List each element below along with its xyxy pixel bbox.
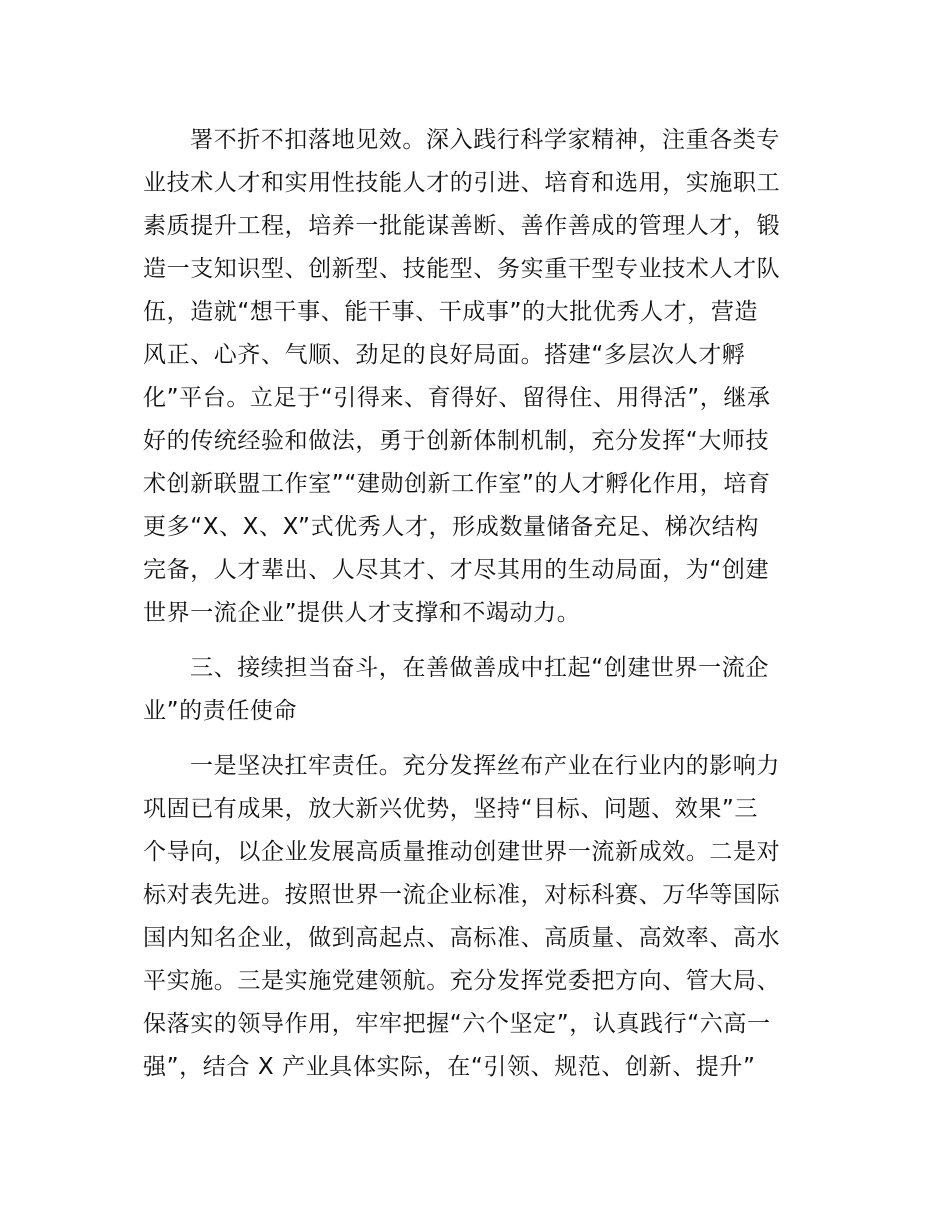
paragraph-line: 造一支知识型、创新型、技能型、务实重干型专业技术人才队 bbox=[143, 256, 781, 282]
paragraph-line: 平实施。三是实施党建领航。充分发挥党委把方向、管大局、 bbox=[143, 968, 781, 994]
paragraph-line: 完备，人才辈出、人尽其才、才尽其用的生动局面，为“创建 bbox=[143, 557, 770, 583]
paragraph-line: 更多“X、X、X”式优秀人才，形成数量储备充足、梯次结构 bbox=[143, 514, 759, 540]
paragraph-line: 化”平台。立足于“引得来、育得好、留得住、用得活”，继承 bbox=[143, 385, 771, 411]
paragraph-line: 一是坚决扛牢责任。充分发挥丝布产业在行业内的影响力 bbox=[190, 753, 780, 779]
paragraph-line: 强”，结合 X 产业具体实际，在“引领、规范、创新、提升” bbox=[143, 1054, 756, 1080]
paragraph-line: 素质提升工程，培养一批能谋善断、善作善成的管理人才，锻 bbox=[143, 213, 781, 239]
paragraph-line: 好的传统经验和做法，勇于创新体制机制，充分发挥“大师技 bbox=[143, 428, 770, 454]
paragraph-line: 署不折不扣落地见效。深入践行科学家精神，注重各类专 bbox=[190, 127, 780, 153]
paragraph-line: 世界一流企业”提供人才支撑和不竭动力。 bbox=[143, 600, 581, 626]
paragraph-line: 伍，造就“想干事、能干事、干成事”的大批优秀人才，营造 bbox=[143, 299, 759, 325]
paragraph-line: 国内知名企业，做到高起点、高标准、高质量、高效率、高水 bbox=[143, 925, 781, 951]
paragraph-line: 风正、心齐、气顺、劲足的良好局面。搭建“多层次人才孵 bbox=[143, 342, 746, 368]
paragraph-line: 个导向，以企业发展高质量推动创建世界一流新成效。二是对 bbox=[143, 839, 781, 865]
paragraph-line: 标对表先进。按照世界一流企业标准，对标科赛、万华等国际 bbox=[143, 882, 781, 908]
paragraph-line: 保落实的领导作用，牢牢把握“六个坚定”，认真践行“六高一 bbox=[143, 1011, 771, 1037]
section-heading-line: 三、接续担当奋斗，在善做善成中扛起“创建世界一流企 bbox=[190, 655, 769, 681]
paragraph-line: 术创新联盟工作室”“建勋创新工作室”的人才孵化作用，培育 bbox=[143, 471, 771, 497]
section-heading-line: 业”的责任使命 bbox=[143, 698, 298, 724]
paragraph-line: 业技术人才和实用性技能人才的引进、培育和选用，实施职工 bbox=[143, 170, 781, 196]
paragraph-line: 巩固已有成果，放大新兴优势，坚持“目标、问题、效果”三 bbox=[143, 796, 759, 822]
